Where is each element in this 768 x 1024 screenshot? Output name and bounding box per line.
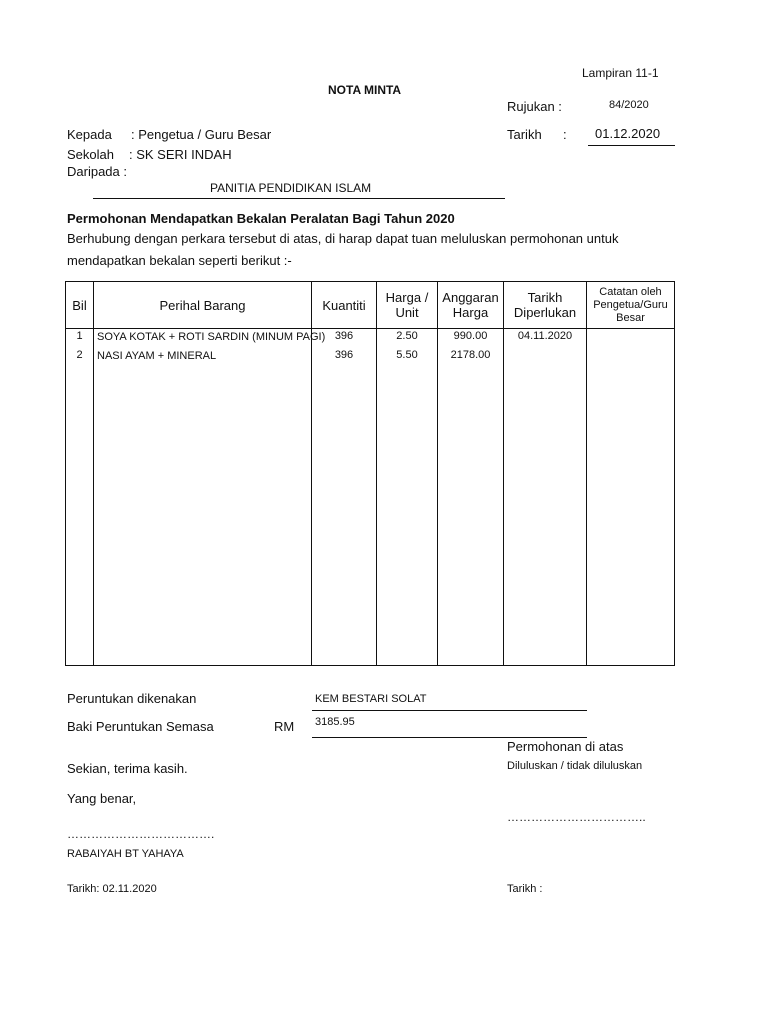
header-divider [66,328,674,329]
row1-anggaran: 990.00 [453,330,488,342]
row2-anggaran: 2178.00 [450,349,491,361]
baki-underline [312,737,587,738]
baki-value: 3185.95 [315,716,355,728]
row2-bil: 2 [76,349,83,361]
col-divider [93,282,94,665]
col-divider [586,282,587,665]
approval-tarikh-label: Tarikh : [507,883,543,895]
daripada-underline [93,198,505,199]
row2-perihal: NASI AYAM + MINERAL [97,350,217,362]
header-bil: Bil [72,297,87,313]
header-catatan: Catatan oleh Pengetua/Guru Besar [593,285,668,324]
request-table [65,281,675,666]
sekolah-label: Sekolah [67,147,114,162]
peruntukan-value: KEM BESTARI SOLAT [315,693,427,705]
approver-signature-line: …………………………….. [507,810,646,824]
sender-signature-line: ………………………………. [67,827,215,841]
peruntukan-label: Peruntukan dikenakan [67,691,197,706]
sender-name: RABAIYAH BT YAHAYA [67,848,184,860]
subject-line: Permohonan Mendapatkan Bekalan Peralatan Bagi Tahun 2020 [67,211,455,226]
row2-kuantiti: 396 [334,349,354,361]
header-perihal: Perihal Barang [159,297,246,313]
tarikh-underline [588,145,675,146]
row1-tarikh: 04.11.2020 [517,330,573,342]
kepada-label: Kepada [67,127,112,142]
sekian-text: Sekian, terima kasih. [67,761,188,776]
header-anggaran: Anggaran Harga [442,290,499,320]
rm-label: RM [274,719,295,734]
baki-label: Baki Peruntukan Semasa [67,719,214,734]
tarikh-value: 01.12.2020 [595,126,661,141]
sender-tarikh: Tarikh: 02.11.2020 [67,883,157,895]
kepada-value: : Pengetua / Guru Besar [131,127,272,142]
lampiran-label: Lampiran 11-1 [582,66,659,80]
body-line-1: Berhubung dengan perkara tersebut di atas, di harap dapat tuan meluluskan permohonan untuk [67,231,619,246]
permohonan-label: Permohonan di atas [507,739,624,754]
row2-harga-unit: 5.50 [396,349,418,361]
daripada-label: Daripada : [67,164,127,179]
row1-harga-unit: 2.50 [396,330,418,342]
row1-bil: 1 [76,330,83,342]
daripada-value: PANITIA PENDIDIKAN ISLAM [210,181,372,195]
peruntukan-underline [312,710,587,711]
approval-status-options: Diluluskan / tidak diluluskan [507,760,643,772]
row1-perihal: SOYA KOTAK + ROTI SARDIN (MINUM PAGI) [97,331,326,343]
rujukan-value: 84/2020 [609,99,649,111]
yang-benar-text: Yang benar, [67,791,137,806]
body-line-2: mendapatkan bekalan seperti berikut :- [67,253,292,268]
tarikh-colon: : [563,127,567,142]
header-tarikh-diperlukan: Tarikh Diperlukan [513,290,577,320]
sekolah-value: : SK SERI INDAH [129,147,232,162]
rujukan-label: Rujukan : [507,99,562,114]
document-title: NOTA MINTA [328,83,402,97]
header-harga-unit: Harga / Unit [385,290,429,320]
header-kuantiti: Kuantiti [322,297,366,313]
tarikh-label: Tarikh [507,127,542,142]
row1-kuantiti: 396 [334,330,354,342]
